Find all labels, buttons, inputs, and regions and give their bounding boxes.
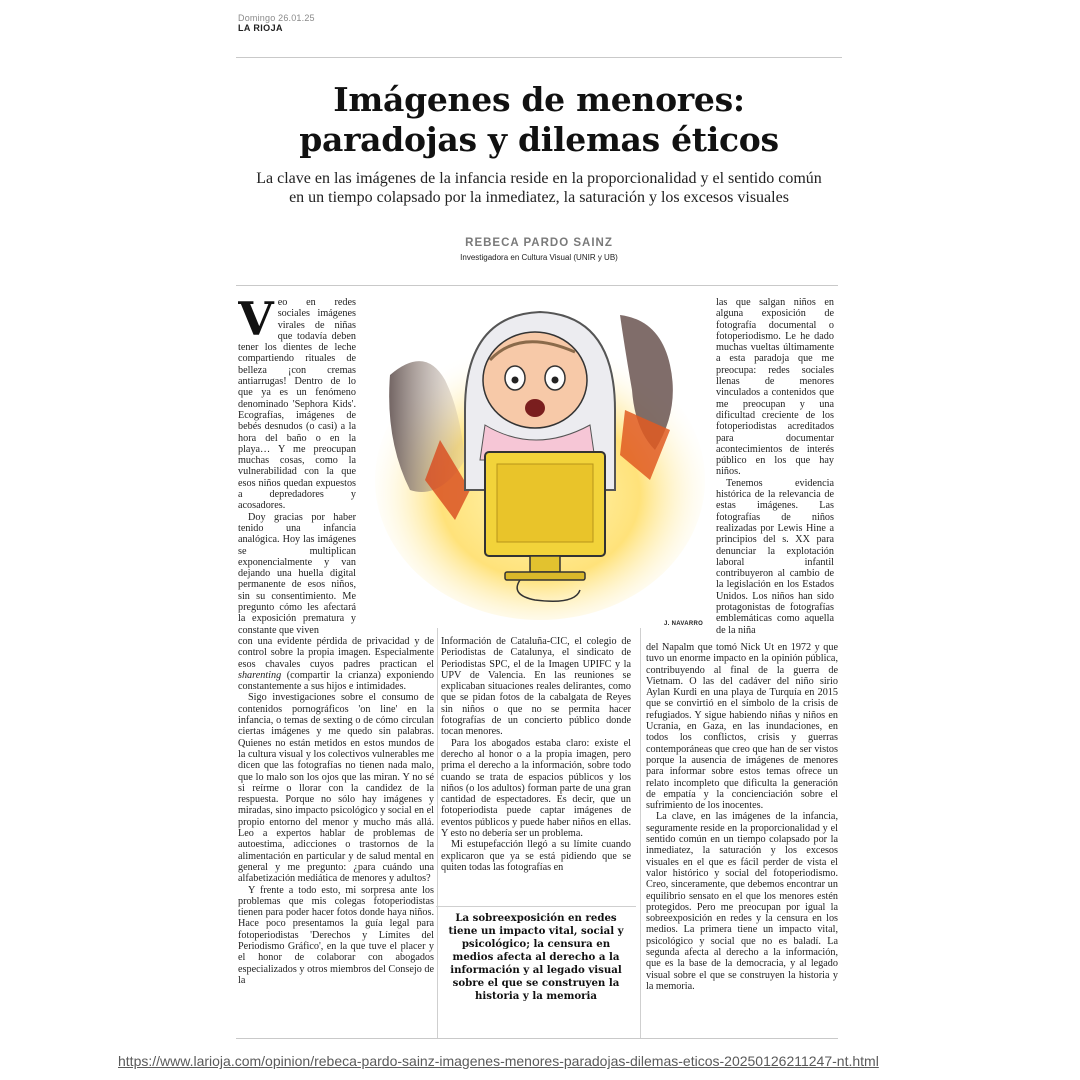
monitor-screen-back xyxy=(497,464,593,542)
monitor-stand xyxy=(530,556,560,572)
issue-date: Domingo 26.01.25 xyxy=(238,13,315,23)
article-paragraph: Sigo investigaciones sobre el consumo de contenidos pornográficos 'on line' en la infancia, o temas de sexting o de cómo circulan ciertas imágenes y me quedo sin palabras. Quienes no están metidos en estos mundos de la cultura visual y los colectivos vulnerables me dicen que las fotografías no tienen nada malo, que lo malo son los ojos que las miran. Y no sé si reírme o llorar con la candidez de la respuesta. Porque no sólo hay imágenes y miradas, sino impacto psicológico y social en el propio entorno del menor y mucho más allá. Leo a expertos hablar de problemas de autoestima, adicciones o trastornos de la alimentación en particular y de salud mental en general y me pregunto: ¿para cuándo una alfabetización mediática de menores y adultos? xyxy=(238,692,434,885)
article-column-2 xyxy=(441,636,631,893)
article-column-3-top xyxy=(716,297,834,642)
illustration-credit: J. NAVARRO xyxy=(664,621,704,627)
column-divider xyxy=(437,628,438,1038)
paragraph-text: con una evidente pérdida de privacidad y de control sobre la propia imagen. Especialmente esos chavales cuyos padres practican el xyxy=(238,636,434,670)
column-divider xyxy=(640,628,641,1038)
editorial-illustration xyxy=(370,290,710,620)
article-paragraph: La clave, en las imágenes de la infancia, seguramente reside en la proporcionalidad y el sentido común en un tiempo colapsado por la inmediatez, la saturación y los excesos visuales en el que es fácil perder de vista el valor histórico y social del fotoperiodismo. Creo, sinceramente, que debemos encontrar un equilibrio sensato en el que los menores estén protegidos. Pero me preocupan por igual la sobreexposición en redes y la censura en los medios. La primera tiene un impacto vital, psicológico y social que no es baladí. La segunda afecta al derecho a la información, que es la base de la democracia, y al legado visual sobre el que se construyen la historia y la memoria. xyxy=(646,811,838,992)
article-paragraph: Información de Cataluña-CIC, el colegio de Periodistas de Catalunya, el sindicato de Periodistas SPC, el de la Imagen UPIFC y la UPV de Valencia. En las reuniones se explicaban situaciones reales delirantes, como que se pidan fotos de la cabalgata de Reyes sin niños o que no se permita hacer fotografías de un concierto público donde tocan menores. xyxy=(441,636,631,738)
article-paragraph: Tenemos evidencia histórica de la relevancia de estas imágenes. Las fotografías de niños realizadas por Lewis Hine a principios del s. XX para denunciar la explotación laboral infantil contribuyeron al cambio de la legislación en los Estados Unidos. Los niños han sido protagonistas de fotografías emblemáticas como aquella de la niña xyxy=(716,477,834,636)
article-paragraph: las que salgan niños en alguna exposición de fotografía documental o fotoperiodismo. Le he dado muchas vueltas últimamente a esta paradoja que me preocupa: redes sociales llenas de menores vinculados a contenidos que me preocupan y una dificultad creciente de los fotoperiodistas acreditados para documentar acontecimientos de interés público en los que hay niños. xyxy=(716,297,834,478)
pullquote-divider xyxy=(436,906,636,907)
article-paragraph: del Napalm que tomó Nick Ut en 1972 y que tuvo un enorme impacto en la opinión pública, contribuyendo al final de la guerra de Vietnam. O las del cadáver del niño sirio Aylan Kurdi en una playa de Turquía en 2015 que se convirtió en el símbolo de la crisis de refugiados. Y sigue habiendo niñas y niños en Ucrania, en Gaza, en las inundaciones, en todos los conflictos, crisis y guerras contemporáneas que creo que han de ser vistos porque la ausencia de imágenes de menores para informar sobre estos temas ofrece un relato incompleto que dificulta la generación de empatía y la concienciación sobre el sufrimiento de los inocentes. xyxy=(646,642,838,812)
article-column-3-bottom xyxy=(646,642,838,1032)
byline-divider xyxy=(236,285,838,286)
article-column-1-bottom xyxy=(238,636,434,1032)
footer-divider xyxy=(236,1038,838,1039)
headline-line-2: paradojas y dilemas éticos xyxy=(299,120,779,159)
article-column-1-top xyxy=(238,297,356,636)
baby-mouth xyxy=(525,399,545,417)
pull-quote: La sobreexposición en redes tiene un impacto vital, social y psicológico; la censura en medios afecta al derecho a la información y al legado visual sobre el que se construyen la historia y la memoria xyxy=(448,912,624,1002)
italic-term: sharenting xyxy=(238,669,282,681)
baby-left-pupil xyxy=(512,377,519,384)
newspaper-name: LA RIOJA xyxy=(238,23,283,33)
monitor-base xyxy=(505,572,585,580)
subheadline xyxy=(236,169,842,207)
header-divider xyxy=(236,57,842,58)
headline xyxy=(236,80,842,160)
article-paragraph xyxy=(238,297,356,512)
subheadline-line-1: La clave en las imágenes de la infancia reside en la proporcionalidad y el sentido común xyxy=(256,170,822,187)
paragraph-text: (compartir la crianza) exponiendo constantemente a sus hijos e intimidades. xyxy=(238,669,434,693)
baby-screen-illustration xyxy=(370,290,710,620)
paragraph-text: eo en redes sociales imágenes virales de niñas que todavía deben tener los dientes de leche compartiendo rituales de belleza ¡con cremas antiarrugas! Dentro de lo que ya es un fenómeno denominado 'Sephora Kids'. Ecografías, imágenes de bebés desnudos (o casi) a la hora del baño o en la playa… Y me preocupan muchas cosas, como la vulnerabilidad con la que esos niños quedan expuestos a depredadores y acosadores. xyxy=(238,297,356,512)
article-paragraph: Para los abogados estaba claro: existe el derecho al honor o a la propia imagen, pero prima el derecho a la información, sobre todo cuando se trata de espacios públicos y los niños (o los adultos) forman parte de una gran cantidad de espectadores. Es decir, que un fotoperiodista puede captar imágenes de eventos públicos y puede haber niños en ellas. Y esto no debería ser un problema. xyxy=(441,737,631,840)
author-name: REBECA PARDO SAINZ xyxy=(465,237,613,249)
baby-right-pupil xyxy=(552,377,559,384)
author-role: Investigadora en Cultura Visual (UNIR y UB) xyxy=(460,253,618,262)
subheadline-line-2: en un tiempo colapsado por la inmediatez, la saturación y los excesos visuales xyxy=(289,189,789,206)
drop-cap: V xyxy=(238,297,274,346)
headline-line-1: Imágenes de menores: xyxy=(333,80,745,119)
source-link[interactable]: https://www.larioja.com/opinion/rebeca-pardo-sainz-imagenes-menores-paradojas-dilemas-eticos-20250126211247-nt.html xyxy=(118,1053,879,1069)
article-paragraph xyxy=(238,636,434,692)
article-paragraph: Mi estupefacción llegó a su límite cuando explicaron que ya se está pidiendo que se quiten todas las fotografías en xyxy=(441,839,631,873)
article-paragraph: Doy gracias por haber tenido una infancia analógica. Hoy las imágenes se multiplican exponencialmente y van dejando una huella digital permanente de esos niños, sin su consentimiento. Me pregunto cómo les afectará la exposición prematura y constante que viven xyxy=(238,511,356,636)
article-paragraph: Y frente a todo esto, mi sorpresa ante los problemas que mis colegas fotoperiodistas tienen para poder hacer fotos donde haya niños. Hace poco presentamos la guía legal para fotoperiodistas 'Derechos y Límites del Periodismo Gráfico', en la que tuve el placer y el honor de colaborar con abogados especializados y otros miembros del Consejo de la xyxy=(238,884,434,986)
